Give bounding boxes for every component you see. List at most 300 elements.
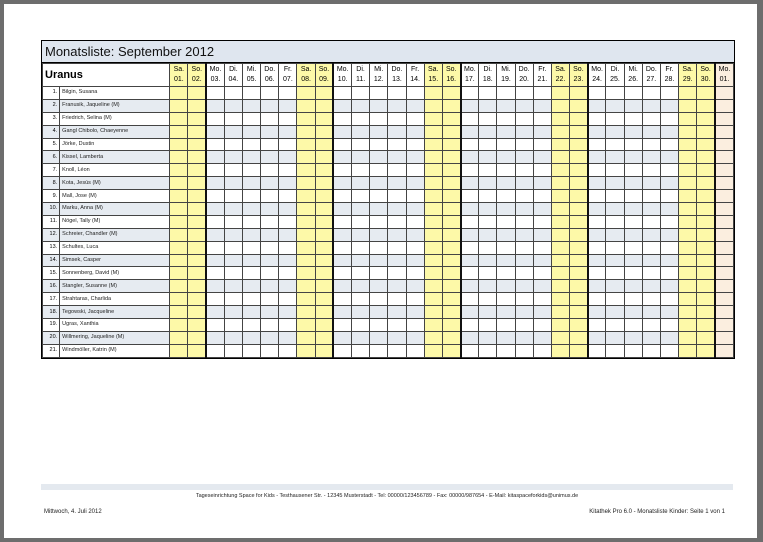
attendance-cell[interactable]	[315, 215, 333, 228]
attendance-cell[interactable]	[297, 112, 315, 125]
attendance-cell[interactable]	[588, 87, 606, 100]
attendance-cell[interactable]	[715, 293, 734, 306]
attendance-cell[interactable]	[624, 87, 642, 100]
attendance-cell[interactable]	[606, 319, 624, 332]
attendance-cell[interactable]	[515, 293, 533, 306]
attendance-cell[interactable]	[352, 331, 370, 344]
attendance-cell[interactable]	[624, 151, 642, 164]
attendance-cell[interactable]	[188, 254, 206, 267]
attendance-cell[interactable]	[406, 215, 424, 228]
attendance-cell[interactable]	[388, 112, 406, 125]
attendance-cell[interactable]	[170, 138, 188, 151]
attendance-cell[interactable]	[479, 241, 497, 254]
attendance-cell[interactable]	[551, 228, 569, 241]
attendance-cell[interactable]	[715, 306, 734, 319]
attendance-cell[interactable]	[352, 254, 370, 267]
attendance-cell[interactable]	[279, 215, 297, 228]
attendance-cell[interactable]	[588, 267, 606, 280]
attendance-cell[interactable]	[715, 138, 734, 151]
attendance-cell[interactable]	[515, 99, 533, 112]
attendance-cell[interactable]	[352, 203, 370, 216]
attendance-cell[interactable]	[261, 164, 279, 177]
attendance-cell[interactable]	[206, 177, 224, 190]
attendance-cell[interactable]	[188, 215, 206, 228]
attendance-cell[interactable]	[624, 319, 642, 332]
attendance-cell[interactable]	[388, 125, 406, 138]
attendance-cell[interactable]	[624, 280, 642, 293]
attendance-cell[interactable]	[352, 164, 370, 177]
attendance-cell[interactable]	[242, 215, 260, 228]
attendance-cell[interactable]	[279, 344, 297, 357]
attendance-cell[interactable]	[370, 293, 388, 306]
attendance-cell[interactable]	[370, 164, 388, 177]
attendance-cell[interactable]	[333, 215, 351, 228]
attendance-cell[interactable]	[715, 267, 734, 280]
attendance-cell[interactable]	[315, 228, 333, 241]
attendance-cell[interactable]	[333, 280, 351, 293]
attendance-cell[interactable]	[697, 190, 715, 203]
attendance-cell[interactable]	[370, 254, 388, 267]
attendance-cell[interactable]	[642, 215, 660, 228]
attendance-cell[interactable]	[588, 280, 606, 293]
attendance-cell[interactable]	[188, 151, 206, 164]
attendance-cell[interactable]	[533, 319, 551, 332]
attendance-cell[interactable]	[333, 331, 351, 344]
attendance-cell[interactable]	[352, 87, 370, 100]
attendance-cell[interactable]	[406, 319, 424, 332]
attendance-cell[interactable]	[642, 293, 660, 306]
attendance-cell[interactable]	[479, 190, 497, 203]
attendance-cell[interactable]	[261, 254, 279, 267]
attendance-cell[interactable]	[333, 164, 351, 177]
attendance-cell[interactable]	[388, 344, 406, 357]
attendance-cell[interactable]	[315, 177, 333, 190]
attendance-cell[interactable]	[497, 87, 515, 100]
attendance-cell[interactable]	[606, 112, 624, 125]
attendance-cell[interactable]	[533, 344, 551, 357]
attendance-cell[interactable]	[224, 306, 242, 319]
attendance-cell[interactable]	[497, 331, 515, 344]
attendance-cell[interactable]	[352, 241, 370, 254]
attendance-cell[interactable]	[297, 254, 315, 267]
attendance-cell[interactable]	[660, 99, 678, 112]
attendance-cell[interactable]	[642, 319, 660, 332]
attendance-cell[interactable]	[261, 151, 279, 164]
attendance-cell[interactable]	[533, 203, 551, 216]
attendance-cell[interactable]	[170, 99, 188, 112]
attendance-cell[interactable]	[642, 280, 660, 293]
attendance-cell[interactable]	[570, 267, 588, 280]
attendance-cell[interactable]	[442, 138, 460, 151]
attendance-cell[interactable]	[352, 177, 370, 190]
attendance-cell[interactable]	[261, 267, 279, 280]
attendance-cell[interactable]	[679, 203, 697, 216]
attendance-cell[interactable]	[515, 319, 533, 332]
attendance-cell[interactable]	[242, 241, 260, 254]
attendance-cell[interactable]	[624, 125, 642, 138]
attendance-cell[interactable]	[424, 344, 442, 357]
attendance-cell[interactable]	[333, 177, 351, 190]
attendance-cell[interactable]	[406, 112, 424, 125]
attendance-cell[interactable]	[715, 177, 734, 190]
attendance-cell[interactable]	[533, 228, 551, 241]
attendance-cell[interactable]	[642, 177, 660, 190]
attendance-cell[interactable]	[642, 138, 660, 151]
attendance-cell[interactable]	[497, 293, 515, 306]
attendance-cell[interactable]	[660, 228, 678, 241]
attendance-cell[interactable]	[606, 125, 624, 138]
attendance-cell[interactable]	[315, 99, 333, 112]
attendance-cell[interactable]	[697, 164, 715, 177]
attendance-cell[interactable]	[642, 306, 660, 319]
attendance-cell[interactable]	[297, 241, 315, 254]
attendance-cell[interactable]	[479, 228, 497, 241]
attendance-cell[interactable]	[624, 241, 642, 254]
attendance-cell[interactable]	[570, 319, 588, 332]
attendance-cell[interactable]	[242, 344, 260, 357]
attendance-cell[interactable]	[352, 99, 370, 112]
attendance-cell[interactable]	[261, 319, 279, 332]
attendance-cell[interactable]	[224, 267, 242, 280]
attendance-cell[interactable]	[388, 164, 406, 177]
attendance-cell[interactable]	[479, 177, 497, 190]
attendance-cell[interactable]	[188, 331, 206, 344]
attendance-cell[interactable]	[188, 319, 206, 332]
attendance-cell[interactable]	[497, 280, 515, 293]
attendance-cell[interactable]	[224, 293, 242, 306]
attendance-cell[interactable]	[297, 164, 315, 177]
attendance-cell[interactable]	[551, 344, 569, 357]
attendance-cell[interactable]	[170, 203, 188, 216]
attendance-cell[interactable]	[297, 280, 315, 293]
attendance-cell[interactable]	[570, 203, 588, 216]
attendance-cell[interactable]	[624, 99, 642, 112]
attendance-cell[interactable]	[679, 267, 697, 280]
attendance-cell[interactable]	[206, 164, 224, 177]
attendance-cell[interactable]	[533, 112, 551, 125]
attendance-cell[interactable]	[388, 267, 406, 280]
attendance-cell[interactable]	[406, 190, 424, 203]
attendance-cell[interactable]	[515, 280, 533, 293]
attendance-cell[interactable]	[497, 177, 515, 190]
attendance-cell[interactable]	[170, 112, 188, 125]
attendance-cell[interactable]	[479, 138, 497, 151]
attendance-cell[interactable]	[624, 267, 642, 280]
attendance-cell[interactable]	[551, 203, 569, 216]
attendance-cell[interactable]	[442, 99, 460, 112]
attendance-cell[interactable]	[352, 138, 370, 151]
attendance-cell[interactable]	[533, 306, 551, 319]
attendance-cell[interactable]	[515, 87, 533, 100]
attendance-cell[interactable]	[424, 254, 442, 267]
attendance-cell[interactable]	[551, 319, 569, 332]
attendance-cell[interactable]	[370, 306, 388, 319]
attendance-cell[interactable]	[297, 293, 315, 306]
attendance-cell[interactable]	[515, 177, 533, 190]
attendance-cell[interactable]	[315, 151, 333, 164]
attendance-cell[interactable]	[442, 164, 460, 177]
attendance-cell[interactable]	[551, 177, 569, 190]
attendance-cell[interactable]	[315, 267, 333, 280]
attendance-cell[interactable]	[188, 203, 206, 216]
attendance-cell[interactable]	[170, 306, 188, 319]
attendance-cell[interactable]	[570, 254, 588, 267]
attendance-cell[interactable]	[388, 280, 406, 293]
attendance-cell[interactable]	[224, 331, 242, 344]
attendance-cell[interactable]	[206, 215, 224, 228]
attendance-cell[interactable]	[570, 190, 588, 203]
attendance-cell[interactable]	[533, 293, 551, 306]
attendance-cell[interactable]	[261, 125, 279, 138]
attendance-cell[interactable]	[660, 190, 678, 203]
attendance-cell[interactable]	[679, 319, 697, 332]
attendance-cell[interactable]	[570, 280, 588, 293]
attendance-cell[interactable]	[170, 280, 188, 293]
attendance-cell[interactable]	[333, 203, 351, 216]
attendance-cell[interactable]	[551, 331, 569, 344]
attendance-cell[interactable]	[333, 241, 351, 254]
attendance-cell[interactable]	[333, 138, 351, 151]
attendance-cell[interactable]	[388, 228, 406, 241]
attendance-cell[interactable]	[624, 190, 642, 203]
attendance-cell[interactable]	[315, 138, 333, 151]
attendance-cell[interactable]	[570, 215, 588, 228]
attendance-cell[interactable]	[588, 203, 606, 216]
attendance-cell[interactable]	[442, 228, 460, 241]
attendance-cell[interactable]	[388, 99, 406, 112]
attendance-cell[interactable]	[497, 254, 515, 267]
attendance-cell[interactable]	[679, 177, 697, 190]
attendance-cell[interactable]	[461, 87, 479, 100]
attendance-cell[interactable]	[333, 306, 351, 319]
attendance-cell[interactable]	[479, 280, 497, 293]
attendance-cell[interactable]	[424, 267, 442, 280]
attendance-cell[interactable]	[642, 112, 660, 125]
attendance-cell[interactable]	[279, 319, 297, 332]
attendance-cell[interactable]	[461, 112, 479, 125]
attendance-cell[interactable]	[588, 190, 606, 203]
attendance-cell[interactable]	[388, 87, 406, 100]
attendance-cell[interactable]	[370, 177, 388, 190]
attendance-cell[interactable]	[642, 254, 660, 267]
attendance-cell[interactable]	[461, 164, 479, 177]
attendance-cell[interactable]	[170, 87, 188, 100]
attendance-cell[interactable]	[606, 254, 624, 267]
attendance-cell[interactable]	[224, 241, 242, 254]
attendance-cell[interactable]	[406, 344, 424, 357]
attendance-cell[interactable]	[479, 87, 497, 100]
attendance-cell[interactable]	[242, 190, 260, 203]
attendance-cell[interactable]	[479, 254, 497, 267]
attendance-cell[interactable]	[388, 293, 406, 306]
attendance-cell[interactable]	[515, 254, 533, 267]
attendance-cell[interactable]	[497, 151, 515, 164]
attendance-cell[interactable]	[333, 319, 351, 332]
attendance-cell[interactable]	[424, 228, 442, 241]
attendance-cell[interactable]	[551, 151, 569, 164]
attendance-cell[interactable]	[424, 215, 442, 228]
attendance-cell[interactable]	[606, 164, 624, 177]
attendance-cell[interactable]	[715, 331, 734, 344]
attendance-cell[interactable]	[660, 164, 678, 177]
attendance-cell[interactable]	[461, 344, 479, 357]
attendance-cell[interactable]	[424, 190, 442, 203]
attendance-cell[interactable]	[588, 331, 606, 344]
attendance-cell[interactable]	[370, 331, 388, 344]
attendance-cell[interactable]	[515, 138, 533, 151]
attendance-cell[interactable]	[461, 190, 479, 203]
attendance-cell[interactable]	[533, 177, 551, 190]
attendance-cell[interactable]	[533, 254, 551, 267]
attendance-cell[interactable]	[588, 99, 606, 112]
attendance-cell[interactable]	[624, 138, 642, 151]
attendance-cell[interactable]	[333, 190, 351, 203]
attendance-cell[interactable]	[588, 293, 606, 306]
attendance-cell[interactable]	[497, 215, 515, 228]
attendance-cell[interactable]	[279, 177, 297, 190]
attendance-cell[interactable]	[188, 99, 206, 112]
attendance-cell[interactable]	[406, 177, 424, 190]
attendance-cell[interactable]	[170, 331, 188, 344]
attendance-cell[interactable]	[442, 125, 460, 138]
attendance-cell[interactable]	[442, 190, 460, 203]
attendance-cell[interactable]	[170, 254, 188, 267]
attendance-cell[interactable]	[715, 99, 734, 112]
attendance-cell[interactable]	[242, 177, 260, 190]
attendance-cell[interactable]	[315, 87, 333, 100]
attendance-cell[interactable]	[606, 203, 624, 216]
attendance-cell[interactable]	[570, 177, 588, 190]
attendance-cell[interactable]	[406, 254, 424, 267]
attendance-cell[interactable]	[697, 125, 715, 138]
attendance-cell[interactable]	[515, 215, 533, 228]
attendance-cell[interactable]	[370, 228, 388, 241]
attendance-cell[interactable]	[170, 344, 188, 357]
attendance-cell[interactable]	[170, 215, 188, 228]
attendance-cell[interactable]	[206, 138, 224, 151]
attendance-cell[interactable]	[188, 293, 206, 306]
attendance-cell[interactable]	[224, 87, 242, 100]
attendance-cell[interactable]	[261, 190, 279, 203]
attendance-cell[interactable]	[406, 241, 424, 254]
attendance-cell[interactable]	[624, 203, 642, 216]
attendance-cell[interactable]	[588, 125, 606, 138]
attendance-cell[interactable]	[406, 331, 424, 344]
attendance-cell[interactable]	[642, 228, 660, 241]
attendance-cell[interactable]	[588, 228, 606, 241]
attendance-cell[interactable]	[606, 293, 624, 306]
attendance-cell[interactable]	[206, 331, 224, 344]
attendance-cell[interactable]	[315, 190, 333, 203]
attendance-cell[interactable]	[679, 293, 697, 306]
attendance-cell[interactable]	[697, 177, 715, 190]
attendance-cell[interactable]	[642, 164, 660, 177]
attendance-cell[interactable]	[479, 319, 497, 332]
attendance-cell[interactable]	[497, 319, 515, 332]
attendance-cell[interactable]	[679, 280, 697, 293]
attendance-cell[interactable]	[533, 280, 551, 293]
attendance-cell[interactable]	[406, 151, 424, 164]
attendance-cell[interactable]	[315, 331, 333, 344]
attendance-cell[interactable]	[279, 151, 297, 164]
attendance-cell[interactable]	[442, 254, 460, 267]
attendance-cell[interactable]	[388, 177, 406, 190]
attendance-cell[interactable]	[679, 241, 697, 254]
attendance-cell[interactable]	[679, 254, 697, 267]
attendance-cell[interactable]	[388, 151, 406, 164]
attendance-cell[interactable]	[479, 215, 497, 228]
attendance-cell[interactable]	[461, 151, 479, 164]
attendance-cell[interactable]	[279, 241, 297, 254]
attendance-cell[interactable]	[333, 112, 351, 125]
attendance-cell[interactable]	[515, 164, 533, 177]
attendance-cell[interactable]	[715, 254, 734, 267]
attendance-cell[interactable]	[406, 306, 424, 319]
attendance-cell[interactable]	[588, 241, 606, 254]
attendance-cell[interactable]	[551, 267, 569, 280]
attendance-cell[interactable]	[206, 190, 224, 203]
attendance-cell[interactable]	[242, 306, 260, 319]
attendance-cell[interactable]	[206, 267, 224, 280]
attendance-cell[interactable]	[697, 319, 715, 332]
attendance-cell[interactable]	[279, 280, 297, 293]
attendance-cell[interactable]	[370, 319, 388, 332]
attendance-cell[interactable]	[642, 344, 660, 357]
attendance-cell[interactable]	[715, 87, 734, 100]
attendance-cell[interactable]	[461, 319, 479, 332]
attendance-cell[interactable]	[660, 112, 678, 125]
attendance-cell[interactable]	[679, 228, 697, 241]
attendance-cell[interactable]	[515, 203, 533, 216]
attendance-cell[interactable]	[188, 138, 206, 151]
attendance-cell[interactable]	[224, 151, 242, 164]
attendance-cell[interactable]	[570, 87, 588, 100]
attendance-cell[interactable]	[297, 99, 315, 112]
attendance-cell[interactable]	[170, 177, 188, 190]
attendance-cell[interactable]	[660, 254, 678, 267]
attendance-cell[interactable]	[479, 151, 497, 164]
attendance-cell[interactable]	[188, 87, 206, 100]
attendance-cell[interactable]	[242, 125, 260, 138]
attendance-cell[interactable]	[261, 241, 279, 254]
attendance-cell[interactable]	[497, 164, 515, 177]
attendance-cell[interactable]	[570, 125, 588, 138]
attendance-cell[interactable]	[352, 267, 370, 280]
attendance-cell[interactable]	[606, 280, 624, 293]
attendance-cell[interactable]	[570, 112, 588, 125]
attendance-cell[interactable]	[297, 344, 315, 357]
attendance-cell[interactable]	[679, 164, 697, 177]
attendance-cell[interactable]	[224, 254, 242, 267]
attendance-cell[interactable]	[606, 331, 624, 344]
attendance-cell[interactable]	[697, 293, 715, 306]
attendance-cell[interactable]	[715, 241, 734, 254]
attendance-cell[interactable]	[315, 280, 333, 293]
attendance-cell[interactable]	[388, 190, 406, 203]
attendance-cell[interactable]	[261, 87, 279, 100]
attendance-cell[interactable]	[370, 280, 388, 293]
attendance-cell[interactable]	[315, 306, 333, 319]
attendance-cell[interactable]	[170, 241, 188, 254]
attendance-cell[interactable]	[660, 138, 678, 151]
attendance-cell[interactable]	[297, 331, 315, 344]
attendance-cell[interactable]	[533, 125, 551, 138]
attendance-cell[interactable]	[461, 215, 479, 228]
attendance-cell[interactable]	[406, 138, 424, 151]
attendance-cell[interactable]	[697, 138, 715, 151]
attendance-cell[interactable]	[660, 87, 678, 100]
attendance-cell[interactable]	[315, 112, 333, 125]
